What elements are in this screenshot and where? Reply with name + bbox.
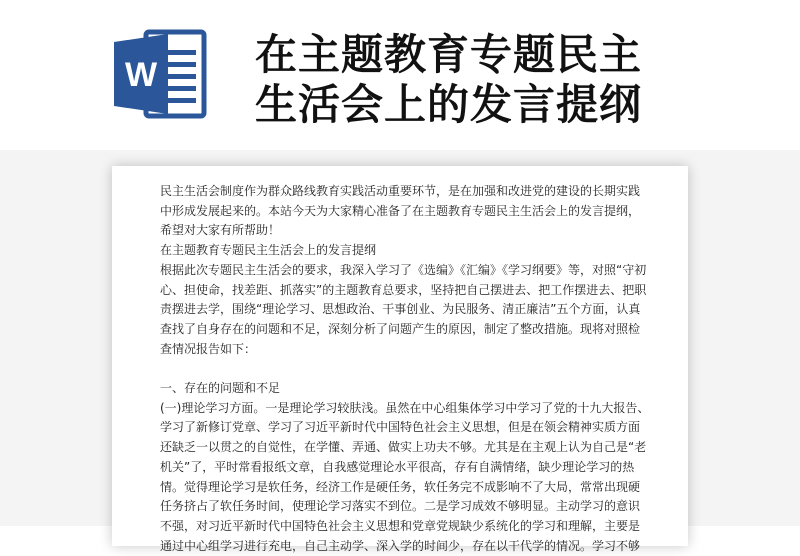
word-letter: W xyxy=(124,56,158,94)
title-line-2: 生活会上的发言提纲 xyxy=(255,80,643,129)
blank-line xyxy=(160,359,650,379)
body-paragraph-1: 根据此次专题民主生活会的要求，我深入学习了《选编》《汇编》《学习纲要》等，对照“守初心、担使命，找差距、抓落实”的主题教育总要求，坚持把自己摆进去、把工作摆进去、把职责摆进去学，围绕“理论学习、思想政治、干事创业、为民服务、清正廉洁”五个方面，认真查找了自身存在的问题和不足，深刻分析了问题产生的原因，制定了整改措施。现将对照检查情况报告如下： xyxy=(160,262,647,356)
document-body xyxy=(160,182,650,556)
title-line-1: 在主题教育专题民主 xyxy=(255,30,643,79)
word-document-icon xyxy=(112,28,208,120)
document-page xyxy=(112,166,688,553)
document-title: 在主题教育专题民主生活会上的发言提纲 xyxy=(160,243,377,258)
page-title xyxy=(255,30,775,130)
section-heading-1: 一、存在的问题和不足 xyxy=(160,381,281,396)
body-paragraph-2: (一)理论学习方面。一是理论学习较肤浅。虽然在中心组集体学习中学习了党的十九大报告、学习了新修订党章、学习了习近平新时代中国特色社会主义思想，但是在领会精神实质方面还缺乏一以贯之的自觉性，在学懂、弄通、做实上功夫不够。尤其是在主观上认为自己是“老机关”了，平时常看报纸文章，自我感觉理论水平很高，存有自满情绪，缺少理论学习的热情。觉得理论学习是软任务，经济工作是硬任务，软任务完不成影响不了大局，常常出现硬任务挤占了软任务时间，使理论学习落实不到位。二是学习成效不够明显。主动学习的意识不强，对习近平新时代中国特色社会主义思想和党章党规缺少系统化的学习和理解，主要是通过中心组学习进行充电，自己主动学、深入学的时间少，存在以干代学的情况。学习不够 xyxy=(160,400,650,553)
header-banner xyxy=(0,0,800,150)
intro-paragraph: 民主生活会制度作为群众路线教育实践活动重要环节，是在加强和改进党的建设的长期实践中形成发展起来的。本站今天为大家精心准备了在主题教育专题民主生活会上的发言提纲，希望对大家有所帮助！ xyxy=(160,184,641,238)
